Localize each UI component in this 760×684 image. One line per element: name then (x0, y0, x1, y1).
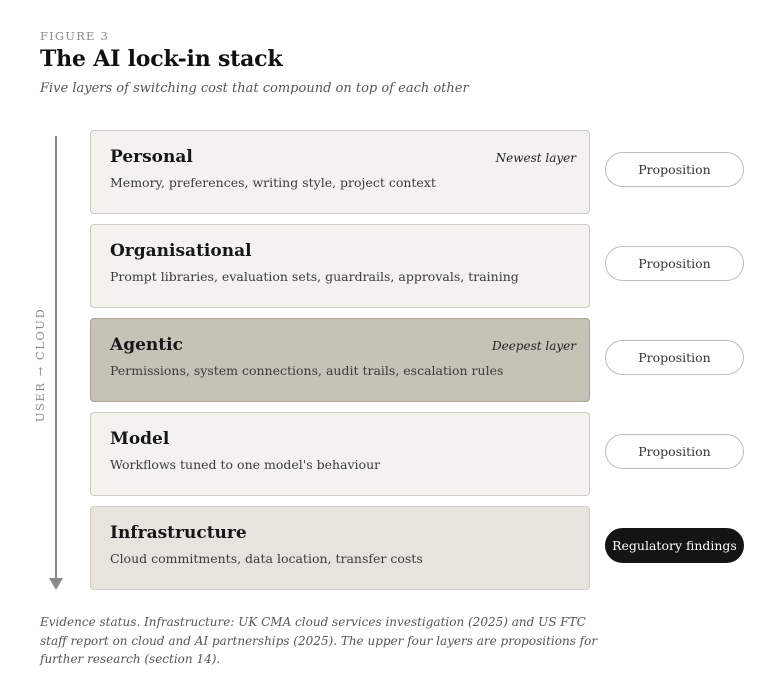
footnote: Evidence status. Infrastructure: UK CMA cloud services investigation (2025) and US FTC staff report on cloud and AI partnerships (2025). The upper four layers are propositions for further research (section 14). (40, 615, 598, 666)
layer-infrastructure (90, 506, 590, 590)
status-badge-infrastructure: Regulatory findings (605, 528, 744, 563)
layer-description: Cloud commitments, data location, transfer costs (110, 551, 423, 566)
layer-description: Prompt libraries, evaluation sets, guardrails, approvals, training (110, 269, 519, 284)
layer-description: Workflows tuned to one model's behaviour (110, 457, 381, 472)
layer-description: Memory, preferences, writing style, project context (110, 175, 436, 190)
layer-agentic (90, 318, 590, 402)
figure-title: The AI lock-in stack (40, 46, 283, 72)
layer-tag: Newest layer (495, 151, 576, 165)
status-badge-agentic: Proposition (605, 340, 744, 375)
layer-name: Model (110, 429, 170, 449)
layer-tag: Deepest layer (491, 339, 576, 353)
layer-name: Agentic (110, 335, 183, 355)
axis-arrow-icon (49, 578, 63, 590)
axis-line (55, 136, 57, 580)
layer-name: Infrastructure (110, 523, 247, 543)
figure-label: FIGURE 3 (40, 29, 110, 43)
layer-organisational (90, 224, 590, 308)
layer-description: Permissions, system connections, audit trails, escalation rules (110, 363, 504, 378)
status-badge-model: Proposition (605, 434, 744, 469)
figure-subtitle: Five layers of switching cost that compound on top of each other (40, 81, 469, 96)
layer-model (90, 412, 590, 496)
axis-label: USER → CLOUD (33, 307, 47, 423)
status-badge-personal: Proposition (605, 152, 744, 187)
layer-name: Organisational (110, 241, 252, 261)
layer-personal (90, 130, 590, 214)
layer-name: Personal (110, 147, 193, 167)
status-badge-organisational: Proposition (605, 246, 744, 281)
